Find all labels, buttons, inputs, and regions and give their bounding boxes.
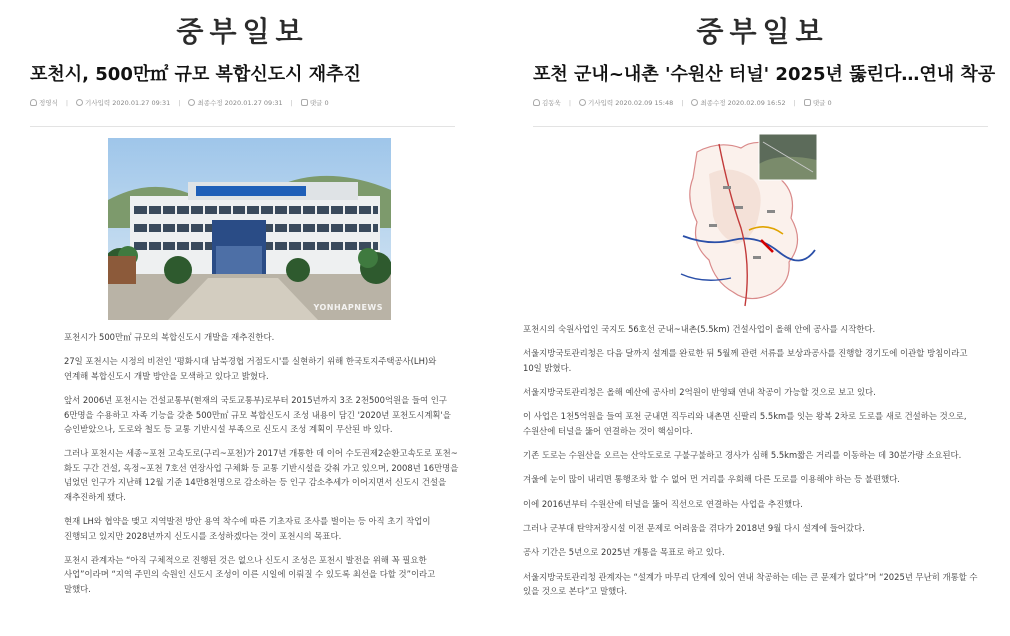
paragraph: 포천시 관계자는 “아직 구체적으로 진행된 것은 없으나 신도시 조성은 포천시 발전을 위해 꼭 필요한 사업”이라며 “지역 주민의 숙원인 신도시 조성이 이른 시일에 이뤄질 수 있도록 최선을 다할 것”이라고 말했다. — [64, 554, 436, 594]
masthead-logo[interactable]: 중부일보 — [696, 15, 829, 48]
paragraph: 서울지방국토관리청은 올해 예산에 공사비 2억원이 반영돼 연내 착공이 가능할 것으로 보고 있다. — [523, 387, 876, 398]
article-body — [64, 330, 459, 606]
meta-divider: | — [65, 98, 69, 107]
paragraph: 이에 2016년부터 수원산에 터널을 뚫어 직선으로 연결하는 사업을 추진했다. — [523, 498, 803, 509]
clock-icon — [188, 99, 195, 106]
published-date — [76, 98, 170, 107]
meta-divider: | — [568, 98, 572, 107]
meta-divider: | — [681, 98, 684, 107]
paragraph: 현재 LH와 협약을 맺고 지역발전 방안 용역 착수에 따른 기초자료 조사를 벌이는 등 아직 초기 작업이 진행되고 있지만 2028년까지 신도시를 조성하겠다는 것이 포천시의 목표다. — [64, 516, 431, 541]
comment-count[interactable] — [301, 98, 329, 107]
clock-icon — [691, 99, 698, 106]
article-meta — [30, 98, 329, 107]
person-icon — [533, 99, 540, 106]
masthead-logo[interactable]: 중부일보 — [176, 15, 309, 48]
meta-divider: | — [178, 98, 181, 107]
paragraph: 포천시의 숙원사업인 국지도 56호선 군내~내촌(5.5km) 건설사업이 올해 안에 공사를 시작한다. — [523, 324, 876, 334]
author-name: 김동욱 — [542, 99, 561, 107]
published-text: 기사입력 2020.02.09 15:48 — [588, 99, 674, 107]
article-headline[interactable]: 포천 군내~내촌 '수원산 터널' 2025년 뚫린다…연내 착공 — [533, 64, 996, 85]
updated-text: 최종수정 2020.01.27 09:31 — [197, 99, 283, 107]
meta-divider: | — [793, 98, 796, 107]
article-right — [515, 0, 1010, 636]
divider-line — [533, 126, 988, 127]
paragraph: 그러나 군부대 탄약저장시설 이전 문제로 어려움을 겪다가 2018년 9월 다시 설계에 들어갔다. — [523, 523, 865, 534]
author-name: 정영식 — [39, 99, 58, 107]
route-map — [679, 134, 817, 308]
author-byline[interactable] — [533, 98, 561, 107]
paragraph: 27일 포천시는 시정의 비전인 '평화시대 남북경협 거점도시'를 실현하기 위해 한국토지주택공사(LH)와 연계해 복합신도시 개발 방안을 모색하고 있다고 밝혔다. — [64, 356, 437, 381]
paragraph: 공사 기간은 5년으로 2025년 개통을 목표로 하고 있다. — [523, 547, 725, 558]
comment-icon — [301, 99, 308, 106]
article-headline[interactable]: 포천시, 500만㎡ 규모 복합신도시 재추진 — [30, 64, 361, 85]
article-left — [0, 0, 485, 636]
paragraph: 서울지방국토관리청은 다음 달까지 설계를 완료한 뒤 5월께 관련 서류를 보상과공사를 진행할 경기도에 이관할 방침이라고 10일 밝혔다. — [523, 348, 968, 373]
updated-date — [691, 98, 785, 107]
article-map[interactable] — [679, 134, 817, 308]
updated-text: 최종수정 2020.02.09 16:52 — [700, 99, 786, 107]
paragraph: 겨울에 눈이 많이 내리면 통행조차 할 수 없어 먼 거리를 우회해 다른 도로를 이용해야 하는 등 불편했다. — [523, 474, 900, 485]
person-icon — [30, 99, 37, 106]
article-meta — [533, 98, 832, 107]
author-byline[interactable] — [30, 98, 58, 107]
clock-icon — [76, 99, 83, 106]
published-text: 기사입력 2020.01.27 09:31 — [85, 99, 171, 107]
comment-count-text: 댓글 0 — [812, 99, 832, 107]
article-photo[interactable] — [108, 138, 391, 320]
paragraph: 앞서 2006년 포천시는 건설교통부(현재의 국토교통부)로부터 2015년까지 3조 2천500억원을 들여 인구 6만명을 수용하고 자족 기능을 갖춘 500만㎡ 규모 복합신도시 조성 내용이 담긴 '2020년 포천도시계획'을 승인받았으나, 도로와 철도 등 교통 기반시설 부족으로 신도시 조성 계획이 무산된 바 있다. — [64, 395, 451, 435]
photo-credit: YONHAPNEWS — [313, 303, 383, 312]
city-hall-photo — [108, 138, 391, 320]
article-body — [523, 322, 981, 608]
meta-divider: | — [290, 98, 293, 107]
paragraph: 기존 도로는 수원산을 오르는 산악도로로 구불구불하고 경사가 심해 5.5km짧은 거리를 이동하는 데 30분가량 소요된다. — [523, 450, 962, 461]
divider-line — [30, 126, 455, 127]
paragraph: 포천시가 500만㎡ 규모의 복합신도시 개발을 재추진한다. — [64, 332, 275, 342]
paragraph: 이 사업은 1천5억원을 들여 포천 군내면 직두리와 내촌면 신팔리 5.5km를 잇는 왕복 2차로 도로를 새로 건설하는 것으로, 수원산에 터널을 뚫어 연결하는 것이 핵심이다. — [523, 411, 967, 436]
updated-date — [188, 98, 282, 107]
paragraph: 그러나 포천시는 세종~포천 고속도로(구리~포천)가 2017년 개통한 데 이어 수도권제2순환고속도로 포천~화도 구간 건설, 옥정~포천 7호선 연장사업 구체화 등 교통 기반시설을 갖춰 가고 있으며, 2008년 16만명을 넘었던 인구가 지난해 12월 기준 14만8천명으로 감소하는 등 인구 감소추세가 이어지면서 신도시 건설을 재추진하게 됐다. — [64, 448, 459, 502]
published-date — [579, 98, 673, 107]
clock-icon — [579, 99, 586, 106]
comment-icon — [804, 99, 811, 106]
comment-count[interactable] — [804, 98, 832, 107]
comment-count-text: 댓글 0 — [309, 99, 329, 107]
paragraph: 서울지방국토관리청 관계자는 “설계가 마무리 단계에 있어 연내 착공하는 데는 큰 문제가 없다”며 “2025년 무난히 개통할 수 있을 것으로 본다”고 말했다. — [523, 571, 978, 597]
